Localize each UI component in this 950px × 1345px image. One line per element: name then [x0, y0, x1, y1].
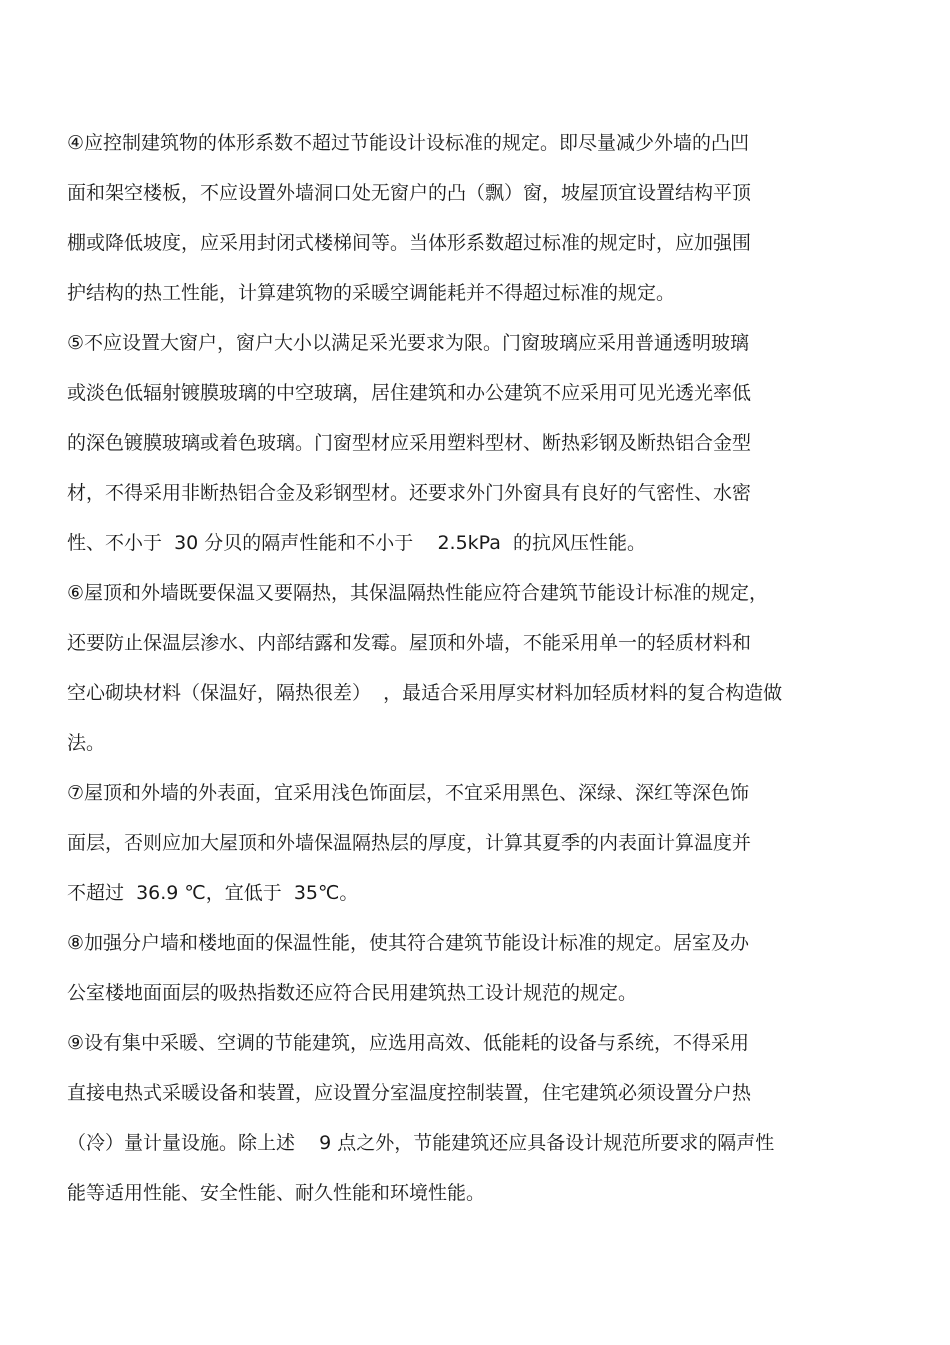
text-line: ⑨设有集中采暖、空调的节能建筑，应选用高效、低能耗的设备与系统，不得采用	[67, 1032, 750, 1054]
text-line: ⑥屋顶和外墙既要保温又要隔热，其保温隔热性能应符合建筑节能设计标准的规定，	[67, 582, 769, 604]
text-line: （冷）量计量设施。除上述 9 点之外，节能建筑还应具备设计规范所要求的隔声性	[67, 1132, 775, 1154]
text-line: ⑧加强分户墙和楼地面的保温性能，使其符合建筑节能设计标准的规定。居室及办	[67, 932, 750, 954]
text-line: 还要防止保温层渗水、内部结露和发霉。屋顶和外墙，不能采用单一的轻质材料和	[67, 632, 752, 654]
text-line: ⑦屋顶和外墙的外表面，宜采用浅色饰面层，不宜采用黑色、深绿、深红等深色饰	[67, 782, 750, 804]
text-line: 的深色镀膜玻璃或着色玻璃。门窗型材应采用塑料型材、断热彩钢及断热铝合金型	[67, 432, 752, 454]
text-line: 不超过 36.9 ℃，宜低于 35℃。	[67, 882, 359, 904]
text-line: 护结构的热工性能，计算建筑物的采暖空调能耗并不得超过标准的规定。	[67, 282, 676, 304]
text-line: 能等适用性能、安全性能、耐久性能和环境性能。	[67, 1182, 486, 1204]
text-line: 或淡色低辐射镀膜玻璃的中空玻璃，居住建筑和办公建筑不应采用可见光透光率低	[67, 382, 752, 404]
text-line: 公室楼地面面层的吸热指数还应符合民用建筑热工设计规范的规定。	[67, 982, 638, 1004]
text-line: 空心砌块材料（保温好，隔热很差） ，最适合采用厚实材料加轻质材料的复合构造做	[67, 682, 783, 704]
text-line: 直接电热式采暖设备和装置，应设置分室温度控制装置，住宅建筑必须设置分户热	[67, 1082, 752, 1104]
text-line: 性、不小于 30 分贝的隔声性能和不小于 2.5kPa 的抗风压性能。	[67, 532, 647, 554]
text-line: ④应控制建筑物的体形系数不超过节能设计设标准的规定。即尽量减少外墙的凸凹	[67, 132, 750, 154]
text-line: 棚或降低坡度，应采用封闭式楼梯间等。当体形系数超过标准的规定时，应加强围	[67, 232, 752, 254]
text-line: 面层，否则应加大屋顶和外墙保温隔热层的厚度，计算其夏季的内表面计算温度并	[67, 832, 752, 854]
text-line: 法。	[67, 732, 106, 754]
text-line: 材，不得采用非断热铝合金及彩钢型材。还要求外门外窗具有良好的气密性、水密	[67, 482, 752, 504]
text-line: ⑤不应设置大窗户，窗户大小以满足采光要求为限。门窗玻璃应采用普通透明玻璃	[67, 332, 750, 354]
text-line: 面和架空楼板，不应设置外墙洞口处无窗户的凸（飘）窗，坡屋顶宜设置结构平顶	[67, 182, 752, 204]
